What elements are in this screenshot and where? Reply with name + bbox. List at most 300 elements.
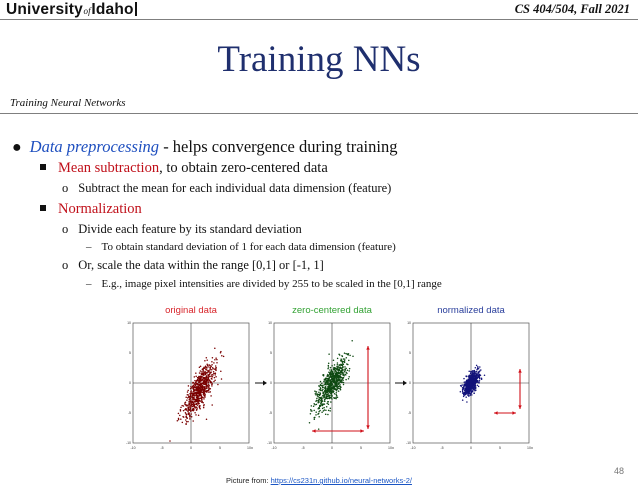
data-point <box>326 392 328 394</box>
y-tick-label: -10 <box>125 441 131 446</box>
credit-prefix: Picture from: <box>226 476 271 485</box>
data-point <box>169 440 171 442</box>
data-point <box>223 356 225 358</box>
data-point <box>472 378 474 380</box>
data-point <box>338 377 340 379</box>
bullet-scale-range <box>62 258 324 273</box>
data-point <box>478 386 480 388</box>
data-point <box>328 393 330 395</box>
data-point <box>190 396 192 398</box>
y-tick-label: 0 <box>409 381 411 386</box>
data-point <box>193 395 195 397</box>
data-point <box>475 367 477 369</box>
data-point <box>471 375 473 377</box>
data-point <box>465 387 467 389</box>
data-point <box>318 394 320 396</box>
data-point <box>341 359 343 361</box>
data-point <box>476 373 478 375</box>
data-point <box>214 373 216 375</box>
data-point <box>313 410 315 412</box>
circle-bullet-icon: o <box>62 222 69 236</box>
data-point <box>201 401 203 403</box>
data-point <box>321 412 323 414</box>
data-point <box>466 401 468 403</box>
data-point <box>339 369 341 371</box>
slide-subtitle: Training Neural Networks <box>10 97 126 109</box>
data-point <box>337 386 339 388</box>
data-point <box>194 380 196 382</box>
bullet-text: Subtract the mean for each individual data dimension (feature) <box>78 181 392 195</box>
data-point <box>192 420 194 422</box>
data-point <box>345 353 347 355</box>
data-point <box>329 374 331 376</box>
data-point <box>319 389 321 391</box>
data-point <box>463 396 465 398</box>
data-point <box>186 421 188 423</box>
data-point <box>206 418 208 420</box>
data-point <box>344 374 346 376</box>
data-point <box>479 377 481 379</box>
data-point <box>207 382 209 384</box>
data-point <box>330 367 332 369</box>
data-point <box>469 378 471 380</box>
credit-link[interactable]: https://cs231n.github.io/neural-networks-2/ <box>270 476 412 485</box>
data-point <box>477 377 479 379</box>
data-point <box>468 370 470 372</box>
data-point <box>321 400 323 402</box>
data-point <box>320 392 322 394</box>
data-point <box>339 354 341 356</box>
data-point <box>470 393 472 395</box>
picture-credit <box>0 476 638 485</box>
data-point <box>474 373 476 375</box>
data-point <box>341 370 343 372</box>
y-tick-label: 10 <box>407 321 411 326</box>
data-point <box>315 414 317 416</box>
data-point <box>347 353 349 355</box>
data-point <box>326 394 328 396</box>
data-point <box>204 382 206 384</box>
axis-label: x <box>392 445 394 450</box>
data-point <box>207 366 209 368</box>
data-point <box>204 378 206 380</box>
data-point <box>343 382 345 384</box>
data-point <box>334 379 336 381</box>
data-point <box>477 366 479 368</box>
data-point <box>460 391 462 393</box>
data-point <box>208 378 210 380</box>
data-point <box>337 379 339 381</box>
data-point <box>185 419 187 421</box>
data-point <box>341 381 343 383</box>
data-point <box>473 392 475 394</box>
data-point <box>206 386 208 388</box>
data-point <box>193 385 195 387</box>
data-point <box>191 416 193 418</box>
data-point <box>200 366 202 368</box>
data-point <box>469 394 471 396</box>
data-point <box>204 384 206 386</box>
data-point <box>190 407 192 409</box>
bullet-text: E.g., image pixel intensities are divided by 255 to be scaled in the [0,1] range <box>101 278 442 290</box>
data-point <box>327 381 329 383</box>
data-point <box>335 398 337 400</box>
data-point <box>215 357 217 359</box>
data-point <box>197 391 199 393</box>
data-point <box>341 355 343 357</box>
data-point <box>216 362 218 364</box>
data-point <box>204 360 206 362</box>
axis-label: x <box>251 445 253 450</box>
data-point <box>325 393 327 395</box>
data-point <box>213 373 215 375</box>
data-point <box>211 404 213 406</box>
data-point <box>208 364 210 366</box>
data-point <box>183 410 185 412</box>
data-point <box>210 371 212 373</box>
data-point <box>344 352 346 354</box>
y-tick-label: 5 <box>270 351 272 356</box>
data-point <box>317 394 319 396</box>
data-point <box>335 394 337 396</box>
subtitle-divider <box>0 113 638 114</box>
data-point <box>215 365 217 367</box>
y-tick-label: -10 <box>266 441 272 446</box>
data-point <box>187 394 189 396</box>
data-point <box>196 409 198 411</box>
data-point <box>475 384 477 386</box>
data-point <box>466 376 468 378</box>
data-point <box>473 375 475 377</box>
data-point <box>206 367 208 369</box>
y-tick-label: 0 <box>129 381 131 386</box>
data-point <box>322 408 324 410</box>
data-point <box>318 428 320 430</box>
transition-arrow-head <box>263 381 267 386</box>
data-point <box>205 386 207 388</box>
data-point <box>201 371 203 373</box>
data-point <box>202 386 204 388</box>
y-tick-label: -5 <box>268 411 272 416</box>
data-point <box>334 364 336 366</box>
data-point <box>198 376 200 378</box>
data-point <box>340 388 342 390</box>
data-point <box>330 401 332 403</box>
data-point <box>342 374 344 376</box>
data-point <box>200 379 202 381</box>
data-point <box>206 383 208 385</box>
data-point <box>329 388 331 390</box>
x-tick-label: 0 <box>470 446 472 450</box>
data-point <box>462 389 464 391</box>
data-point <box>467 390 469 392</box>
data-point <box>323 407 325 409</box>
data-point <box>208 380 210 382</box>
logo-mark-icon <box>135 2 137 16</box>
data-point <box>188 407 190 409</box>
panel-title: zero-centered data <box>292 305 372 316</box>
y-tick-label: 5 <box>129 351 131 356</box>
data-point <box>195 401 197 403</box>
data-point <box>328 410 330 412</box>
data-point <box>328 371 330 373</box>
x-tick-label: 0 <box>190 446 192 450</box>
data-point <box>196 403 198 405</box>
data-point <box>479 366 481 368</box>
data-point <box>221 378 223 380</box>
data-point <box>310 413 312 415</box>
data-point <box>347 364 349 366</box>
data-point <box>190 413 192 415</box>
data-point <box>462 391 464 393</box>
data-point <box>202 368 204 370</box>
data-point <box>333 388 335 390</box>
data-point <box>189 399 191 401</box>
data-point <box>209 376 211 378</box>
bullet-emphasis: Data preprocessing <box>29 137 160 156</box>
data-point <box>192 406 194 408</box>
data-point <box>324 384 326 386</box>
bullet-std-one <box>86 241 396 253</box>
data-point <box>199 366 201 368</box>
data-point <box>328 395 330 397</box>
data-point <box>208 391 210 393</box>
data-point <box>313 417 315 419</box>
data-point <box>206 388 208 390</box>
data-point <box>349 368 351 370</box>
data-point <box>465 383 467 385</box>
data-point <box>211 385 213 387</box>
data-point <box>211 381 213 383</box>
data-point <box>216 359 218 361</box>
bullet-text: Divide each feature by its standard deviation <box>78 222 302 236</box>
data-point <box>478 375 480 377</box>
data-point <box>190 404 192 406</box>
data-point <box>328 385 330 387</box>
data-point <box>335 376 337 378</box>
data-point <box>187 391 189 393</box>
data-point <box>479 370 481 372</box>
data-point <box>211 378 213 380</box>
data-point <box>337 358 339 360</box>
data-point <box>346 357 348 359</box>
data-point <box>330 371 332 373</box>
data-point <box>328 401 330 403</box>
data-point <box>339 367 341 369</box>
data-point <box>324 403 326 405</box>
data-point <box>198 402 200 404</box>
data-point <box>195 387 197 389</box>
data-point <box>465 396 467 398</box>
data-point <box>348 360 350 362</box>
data-point <box>214 347 216 349</box>
data-point <box>200 385 202 387</box>
data-point <box>471 394 473 396</box>
data-point <box>180 407 182 409</box>
data-point <box>325 397 327 399</box>
data-point <box>185 404 187 406</box>
data-point <box>471 386 473 388</box>
data-point <box>470 371 472 373</box>
data-point <box>325 384 327 386</box>
data-point <box>333 381 335 383</box>
data-point <box>194 398 196 400</box>
data-point <box>182 422 184 424</box>
data-point <box>200 394 202 396</box>
data-point <box>190 393 192 395</box>
dash-bullet-icon: – <box>86 241 92 253</box>
data-point <box>324 395 326 397</box>
data-point <box>473 381 475 383</box>
data-point <box>195 376 197 378</box>
data-point <box>481 379 483 381</box>
data-point <box>327 374 329 376</box>
bullet-text: - helps convergence during training <box>159 137 398 156</box>
data-point <box>344 366 346 368</box>
data-point <box>326 403 328 405</box>
panel-title: normalized data <box>437 305 505 316</box>
data-point <box>203 405 205 407</box>
data-point <box>478 382 480 384</box>
data-point <box>334 381 336 383</box>
data-point <box>320 381 322 383</box>
data-point <box>478 372 480 374</box>
x-tick-label: -10 <box>130 446 136 450</box>
data-point <box>342 365 344 367</box>
x-tick-label: -10 <box>271 446 277 450</box>
data-point <box>343 384 345 386</box>
data-point <box>341 377 343 379</box>
data-point <box>471 379 473 381</box>
data-point <box>318 391 320 393</box>
data-point <box>221 355 223 357</box>
data-point <box>325 409 327 411</box>
data-point <box>469 392 471 394</box>
data-point <box>198 415 200 417</box>
data-point <box>185 413 187 415</box>
x-tick-label: 5 <box>360 446 362 450</box>
data-point <box>345 379 347 381</box>
data-point <box>197 390 199 392</box>
data-point <box>194 376 196 378</box>
data-point <box>337 364 339 366</box>
bullet-emphasis: Normalization <box>58 201 142 217</box>
data-point <box>344 362 346 364</box>
data-point <box>468 390 470 392</box>
data-point <box>185 408 187 410</box>
transition-arrow-head <box>403 381 407 386</box>
x-tick-label: 5 <box>219 446 221 450</box>
data-point <box>338 364 340 366</box>
data-point <box>198 380 200 382</box>
data-point <box>203 407 205 409</box>
data-point <box>325 413 327 415</box>
data-point <box>470 383 472 385</box>
data-point <box>204 377 206 379</box>
data-point <box>206 385 208 387</box>
data-point <box>345 372 347 374</box>
square-bullet-icon <box>40 205 46 211</box>
data-point <box>476 379 478 381</box>
bullet-normalization <box>40 201 142 218</box>
data-point <box>180 410 182 412</box>
logo-idaho-text: Idaho <box>91 1 134 18</box>
y-tick-label: -10 <box>405 441 411 446</box>
data-point <box>477 385 479 387</box>
y-tick-label: 10 <box>127 321 131 326</box>
data-point <box>188 385 190 387</box>
data-point <box>468 388 470 390</box>
bullet-data-preprocessing <box>12 137 397 157</box>
data-point <box>181 405 183 407</box>
data-point <box>333 397 335 399</box>
data-point <box>206 376 208 378</box>
data-point <box>203 394 205 396</box>
data-point <box>320 388 322 390</box>
data-point <box>195 414 197 416</box>
data-point <box>204 380 206 382</box>
data-point <box>199 372 201 374</box>
data-point <box>205 369 207 371</box>
data-point <box>326 389 328 391</box>
bullet-divide-std <box>62 222 302 237</box>
data-point <box>336 373 338 375</box>
data-point <box>214 374 216 376</box>
data-point <box>321 385 323 387</box>
data-point <box>327 368 329 370</box>
data-point <box>335 384 337 386</box>
data-point <box>474 377 476 379</box>
data-point <box>212 357 214 359</box>
data-point <box>331 365 333 367</box>
data-point <box>320 390 322 392</box>
data-point <box>193 409 195 411</box>
data-point <box>464 391 466 393</box>
university-logo <box>6 1 137 19</box>
data-point <box>335 370 337 372</box>
data-point <box>203 371 205 373</box>
data-point <box>329 398 331 400</box>
data-point <box>319 399 321 401</box>
x-tick-label: 0 <box>331 446 333 450</box>
data-point <box>327 386 329 388</box>
data-point <box>178 413 180 415</box>
data-point <box>194 405 196 407</box>
data-point <box>470 373 472 375</box>
bullet-text: Or, scale the data within the range [0,1] or [-1, 1] <box>78 258 324 272</box>
data-point <box>311 405 313 407</box>
data-point <box>468 394 470 396</box>
data-point <box>484 375 486 377</box>
data-point <box>468 375 470 377</box>
data-point <box>193 397 195 399</box>
bullet-subtract-mean <box>62 181 391 196</box>
data-point <box>190 391 192 393</box>
data-point <box>322 389 324 391</box>
data-point <box>189 418 191 420</box>
data-point <box>199 381 201 383</box>
data-point <box>200 397 202 399</box>
data-point <box>339 385 341 387</box>
data-point <box>463 378 465 380</box>
data-point <box>320 405 322 407</box>
preprocessing-figure-svg <box>116 301 541 451</box>
data-point <box>342 372 344 374</box>
data-point <box>316 398 318 400</box>
data-point <box>189 404 191 406</box>
data-point <box>220 352 222 354</box>
data-point <box>209 373 211 375</box>
